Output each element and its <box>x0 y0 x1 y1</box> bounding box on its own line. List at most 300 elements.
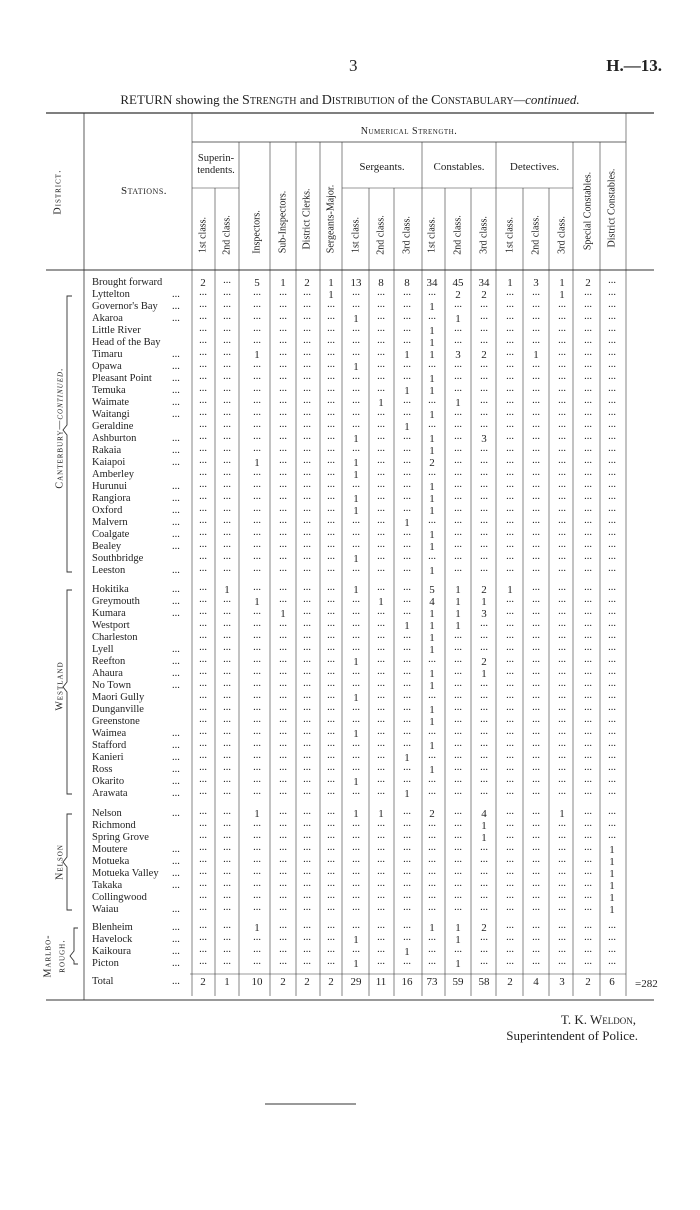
table-cell: ... <box>506 371 514 382</box>
table-cell: ... <box>253 323 261 334</box>
table-cell: ... <box>377 854 385 865</box>
table-cell: 58 <box>478 976 490 988</box>
table-cell: ... <box>303 491 311 502</box>
table-cell: 2 <box>455 289 461 301</box>
table-cell: ... <box>608 774 616 785</box>
table-cell: 1 <box>254 457 260 469</box>
table-cell: 1 <box>404 620 410 632</box>
table-cell: 1 <box>481 832 487 844</box>
table-cell: 16 <box>401 976 413 988</box>
column-header: 2nd class. <box>452 215 464 255</box>
table-cell: ... <box>454 738 462 749</box>
table-cell: ... <box>558 467 566 478</box>
column-header: District Clerks. <box>301 188 313 250</box>
table-cell: ... <box>608 311 616 322</box>
table-cell: ... <box>327 359 335 370</box>
table-cell: ... <box>532 678 540 689</box>
table-cell: ... <box>223 920 231 931</box>
table-cell: ... <box>403 371 411 382</box>
table-cell: ... <box>279 359 287 370</box>
table-cell: ... <box>327 371 335 382</box>
table-cell: ... <box>558 866 566 877</box>
table-cell: ... <box>403 774 411 785</box>
table-cell: 1 <box>280 277 286 289</box>
table-cell: ... <box>532 419 540 430</box>
table-cell: ... <box>428 726 436 737</box>
table-cell: ... <box>608 491 616 502</box>
table-cell: ... <box>327 830 335 841</box>
table-cell: ... <box>584 618 592 629</box>
table-cell: ... <box>253 383 261 394</box>
table-cell: ... <box>480 932 488 943</box>
table-cell: ... <box>199 878 207 889</box>
table-cell: ... <box>480 878 488 889</box>
table-cell: ... <box>377 359 385 370</box>
table-cell: ... <box>253 944 261 955</box>
leader-dots: ... <box>172 565 180 576</box>
table-cell: 1 <box>429 764 435 776</box>
column-header: 3rd class. <box>401 216 413 254</box>
table-cell: ... <box>506 563 514 574</box>
table-cell: ... <box>454 678 462 689</box>
table-cell: ... <box>253 359 261 370</box>
table-cell: ... <box>584 738 592 749</box>
table-cell: 4 <box>533 976 539 988</box>
district-nelson: Nelson <box>54 844 66 880</box>
table-cell: ... <box>454 443 462 454</box>
table-cell: ... <box>303 594 311 605</box>
table-cell: ... <box>584 407 592 418</box>
table-cell: ... <box>454 503 462 514</box>
table-cell: ... <box>199 806 207 817</box>
table-cell: ... <box>558 551 566 562</box>
table-cell: ... <box>558 678 566 689</box>
table-cell: 2 <box>429 457 435 469</box>
table-cell: ... <box>608 323 616 334</box>
table-cell: ... <box>584 854 592 865</box>
table-cell: ... <box>558 932 566 943</box>
table-cell: ... <box>506 455 514 466</box>
table-cell: 2 <box>280 976 286 988</box>
table-cell: ... <box>506 956 514 967</box>
table-cell: 1 <box>507 584 513 596</box>
table-cell: ... <box>253 479 261 490</box>
table-cell: ... <box>352 750 360 761</box>
table-cell: 1 <box>353 692 359 704</box>
table-cell: ... <box>480 902 488 913</box>
table-cell: ... <box>480 527 488 538</box>
station-name: Hurunui <box>92 481 127 492</box>
table-cell: ... <box>327 642 335 653</box>
table-cell: ... <box>454 299 462 310</box>
table-cell: ... <box>199 527 207 538</box>
table-cell: ... <box>303 395 311 406</box>
table-cell: ... <box>279 654 287 665</box>
table-cell: ... <box>403 642 411 653</box>
leader-dots: ... <box>172 596 180 607</box>
table-cell: ... <box>253 467 261 478</box>
table-cell: ... <box>352 854 360 865</box>
table-cell: ... <box>253 842 261 853</box>
table-cell: ... <box>403 956 411 967</box>
table-cell: ... <box>403 878 411 889</box>
table-cell: ... <box>223 419 231 430</box>
table-cell: ... <box>532 618 540 629</box>
table-cell: ... <box>608 944 616 955</box>
table-cell: ... <box>454 491 462 502</box>
table-cell: ... <box>584 359 592 370</box>
station-name: Little River <box>92 325 141 336</box>
table-cell: 59 <box>452 976 464 988</box>
table-cell: ... <box>454 630 462 641</box>
table-cell: ... <box>480 762 488 773</box>
table-cell: ... <box>608 335 616 346</box>
table-cell: ... <box>584 395 592 406</box>
leader-dots: ... <box>172 541 180 552</box>
table-cell: ... <box>303 714 311 725</box>
table-cell: ... <box>303 726 311 737</box>
table-cell: ... <box>279 618 287 629</box>
table-cell: 2 <box>507 976 513 988</box>
table-cell: ... <box>532 902 540 913</box>
station-name: Greenstone <box>92 716 140 727</box>
leader-dots: ... <box>172 808 180 819</box>
table-cell: ... <box>454 527 462 538</box>
leader-dots: ... <box>172 385 180 396</box>
table-cell: ... <box>558 654 566 665</box>
leader-dots: ... <box>172 301 180 312</box>
table-cell: ... <box>454 551 462 562</box>
table-cell: ... <box>506 335 514 346</box>
table-cell: ... <box>608 275 616 286</box>
table-cell: ... <box>223 311 231 322</box>
table-cell: 1 <box>254 922 260 934</box>
table-cell: ... <box>480 335 488 346</box>
table-cell: ... <box>506 866 514 877</box>
table-cell: ... <box>279 786 287 797</box>
table-cell: ... <box>352 287 360 298</box>
table-cell: ... <box>454 323 462 334</box>
table-cell: ... <box>199 383 207 394</box>
table-cell: ... <box>584 818 592 829</box>
table-cell: ... <box>480 702 488 713</box>
table-cell: ... <box>428 690 436 701</box>
table-cell: ... <box>377 750 385 761</box>
table-cell: 1 <box>507 277 513 289</box>
table-cell: ... <box>377 287 385 298</box>
table-cell: 2 <box>481 656 487 668</box>
table-cell: ... <box>279 323 287 334</box>
table-cell: ... <box>506 299 514 310</box>
table-cell: ... <box>327 866 335 877</box>
table-cell: ... <box>558 582 566 593</box>
table-cell: ... <box>403 842 411 853</box>
station-name: Kaiapoi <box>92 457 126 468</box>
table-cell: ... <box>558 714 566 725</box>
table-cell: 13 <box>350 277 362 289</box>
table-cell: ... <box>608 359 616 370</box>
table-cell: ... <box>403 902 411 913</box>
table-cell: ... <box>352 527 360 538</box>
table-cell: 1 <box>481 596 487 608</box>
table-cell: ... <box>377 678 385 689</box>
table-cell: ... <box>253 902 261 913</box>
table-cell: ... <box>506 944 514 955</box>
table-cell: ... <box>532 395 540 406</box>
table-cell: 1 <box>353 313 359 325</box>
table-cell: ... <box>480 551 488 562</box>
table-cell: ... <box>223 642 231 653</box>
table-cell: ... <box>223 750 231 761</box>
table-cell: ... <box>608 551 616 562</box>
table-cell: ... <box>532 890 540 901</box>
table-cell: ... <box>223 890 231 901</box>
table-cell: 1 <box>404 349 410 361</box>
table-cell: ... <box>223 690 231 701</box>
table-cell: ... <box>199 539 207 550</box>
table-cell: ... <box>352 902 360 913</box>
station-name: Moutere <box>92 844 128 855</box>
table-cell: ... <box>223 383 231 394</box>
table-cell: ... <box>327 527 335 538</box>
station-name: Waitangi <box>92 409 130 420</box>
table-cell: 1 <box>353 433 359 445</box>
table-cell: ... <box>584 311 592 322</box>
table-cell: ... <box>428 866 436 877</box>
table-cell: 3 <box>533 277 539 289</box>
table-cell: ... <box>480 774 488 785</box>
table-cell: ... <box>584 551 592 562</box>
table-cell: ... <box>608 287 616 298</box>
table-cell: ... <box>608 606 616 617</box>
table-cell: ... <box>532 455 540 466</box>
table-cell: 2 <box>328 976 334 988</box>
table-cell: ... <box>253 311 261 322</box>
table-cell: ... <box>403 890 411 901</box>
table-cell: ... <box>279 956 287 967</box>
table-cell: ... <box>223 738 231 749</box>
table-cell: 1 <box>455 596 461 608</box>
table-cell: 1 <box>429 301 435 313</box>
leader-dots: ... <box>172 505 180 516</box>
table-cell: 5 <box>429 584 435 596</box>
table-cell: ... <box>223 830 231 841</box>
table-cell: 1 <box>353 776 359 788</box>
table-cell: ... <box>327 944 335 955</box>
table-cell: ... <box>253 419 261 430</box>
table-cell: ... <box>608 818 616 829</box>
table-cell: ... <box>454 714 462 725</box>
table-cell: ... <box>377 479 385 490</box>
table-cell: ... <box>279 407 287 418</box>
table-cell: ... <box>303 311 311 322</box>
table-cell: ... <box>506 920 514 931</box>
table-cell: ... <box>532 920 540 931</box>
station-name: Kaikoura <box>92 946 132 957</box>
table-cell: ... <box>403 503 411 514</box>
table-cell: ... <box>327 479 335 490</box>
numerical-strength-header: Numerical Strength. <box>360 126 458 137</box>
table-cell: ... <box>532 551 540 562</box>
table-cell: ... <box>352 702 360 713</box>
table-cell: ... <box>584 830 592 841</box>
table-cell: ... <box>199 395 207 406</box>
table-caption <box>0 92 700 109</box>
table-cell: ... <box>279 866 287 877</box>
table-cell: ... <box>199 726 207 737</box>
table-cell: ... <box>303 654 311 665</box>
caption-distribution: Distribution <box>321 93 395 108</box>
table-cell: ... <box>532 371 540 382</box>
table-cell: 1 <box>429 493 435 505</box>
table-cell: 1 <box>455 608 461 620</box>
table-cell: ... <box>377 920 385 931</box>
table-cell: ... <box>428 359 436 370</box>
table-cell: 1 <box>328 289 334 301</box>
station-name: Bealey <box>92 541 122 552</box>
table-cell: ... <box>352 383 360 394</box>
sergeants-header: Sergeants. <box>359 161 405 173</box>
table-cell: ... <box>403 738 411 749</box>
table-cell: ... <box>454 419 462 430</box>
table-cell: ... <box>377 539 385 550</box>
table-cell: ... <box>279 842 287 853</box>
table-cell: ... <box>454 854 462 865</box>
table-cell: ... <box>506 419 514 430</box>
table-cell: ... <box>608 830 616 841</box>
table-cell: 1 <box>533 349 539 361</box>
table-cell: ... <box>403 702 411 713</box>
leader-dots: ... <box>172 361 180 372</box>
table-cell: ... <box>352 920 360 931</box>
table-cell: ... <box>303 347 311 358</box>
table-cell: ... <box>428 842 436 853</box>
station-name: Coalgate <box>92 529 130 540</box>
district-header: District. <box>52 169 64 215</box>
table-cell: ... <box>428 902 436 913</box>
table-cell: ... <box>506 878 514 889</box>
table-cell: ... <box>223 407 231 418</box>
table-cell: ... <box>279 854 287 865</box>
caption-lead: RETURN <box>120 92 173 107</box>
stations-header: Stations. <box>120 185 168 197</box>
station-name: Lyell <box>92 644 114 655</box>
leader-dots: ... <box>172 397 180 408</box>
table-cell: ... <box>480 956 488 967</box>
table-cell: 1 <box>429 716 435 728</box>
table-cell: ... <box>327 738 335 749</box>
table-cell: ... <box>608 690 616 701</box>
table-cell: ... <box>352 594 360 605</box>
table-cell: ... <box>584 678 592 689</box>
table-cell: ... <box>199 323 207 334</box>
table-cell: ... <box>532 932 540 943</box>
station-name: Lyttelton <box>92 289 130 300</box>
table-cell: ... <box>253 702 261 713</box>
table-cell: ... <box>480 726 488 737</box>
table-cell: 1 <box>353 808 359 820</box>
table-cell: ... <box>584 347 592 358</box>
table-cell: ... <box>480 371 488 382</box>
table-cell: ... <box>352 762 360 773</box>
table-cell: ... <box>327 654 335 665</box>
table-cell: 8 <box>378 277 384 289</box>
leader-dots: ... <box>172 776 180 787</box>
table-cell: ... <box>377 503 385 514</box>
table-cell: ... <box>327 714 335 725</box>
table-cell: ... <box>532 323 540 334</box>
table-cell: 4 <box>429 596 435 608</box>
table-cell: ... <box>608 956 616 967</box>
table-cell: ... <box>608 419 616 430</box>
table-cell: ... <box>506 323 514 334</box>
table-cell: ... <box>532 818 540 829</box>
table-cell: ... <box>279 419 287 430</box>
table-cell: ... <box>303 618 311 629</box>
table-cell: 6 <box>609 976 615 988</box>
leader-dots: ... <box>172 584 180 595</box>
leader-dots: ... <box>172 856 180 867</box>
leader-dots: ... <box>172 457 180 468</box>
table-cell: ... <box>608 702 616 713</box>
table-cell: ... <box>279 878 287 889</box>
table-cell: 1 <box>429 337 435 349</box>
table-cell: 1 <box>429 481 435 493</box>
table-cell: ... <box>558 702 566 713</box>
table-cell: ... <box>303 563 311 574</box>
table-cell: 1 <box>429 349 435 361</box>
table-cell: ... <box>454 830 462 841</box>
table-cell: ... <box>532 491 540 502</box>
table-cell: ... <box>532 287 540 298</box>
leader-dots: ... <box>172 764 180 775</box>
table-cell: ... <box>223 551 231 562</box>
table-cell: 1 <box>254 596 260 608</box>
table-cell: ... <box>303 539 311 550</box>
table-cell: ... <box>454 690 462 701</box>
table-cell: 1 <box>481 668 487 680</box>
table-cell: ... <box>199 786 207 797</box>
table-cell: ... <box>327 455 335 466</box>
table-cell: ... <box>584 786 592 797</box>
table-cell: ... <box>279 890 287 901</box>
table-cell: ... <box>608 762 616 773</box>
table-cell: ... <box>303 479 311 490</box>
table-cell: ... <box>279 467 287 478</box>
table-cell: ... <box>199 287 207 298</box>
table-cell: ... <box>279 371 287 382</box>
table-cell: 2 <box>304 976 310 988</box>
station-name: Picton <box>92 958 119 969</box>
table-cell: ... <box>558 854 566 865</box>
table-cell: ... <box>532 479 540 490</box>
leader-dots: ... <box>172 958 180 969</box>
table-cell: ... <box>223 702 231 713</box>
table-cell: ... <box>428 854 436 865</box>
table-cell: 3 <box>455 349 461 361</box>
table-cell: ... <box>454 944 462 955</box>
table-cell: ... <box>480 443 488 454</box>
table-cell: 1 <box>404 752 410 764</box>
table-cell: ... <box>303 902 311 913</box>
table-cell: ... <box>584 467 592 478</box>
table-cell: 1 <box>429 445 435 457</box>
table-cell: ... <box>532 702 540 713</box>
table-cell: 1 <box>429 541 435 553</box>
table-cell: ... <box>558 563 566 574</box>
table-cell: ... <box>428 818 436 829</box>
table-cell: 1 <box>404 517 410 529</box>
